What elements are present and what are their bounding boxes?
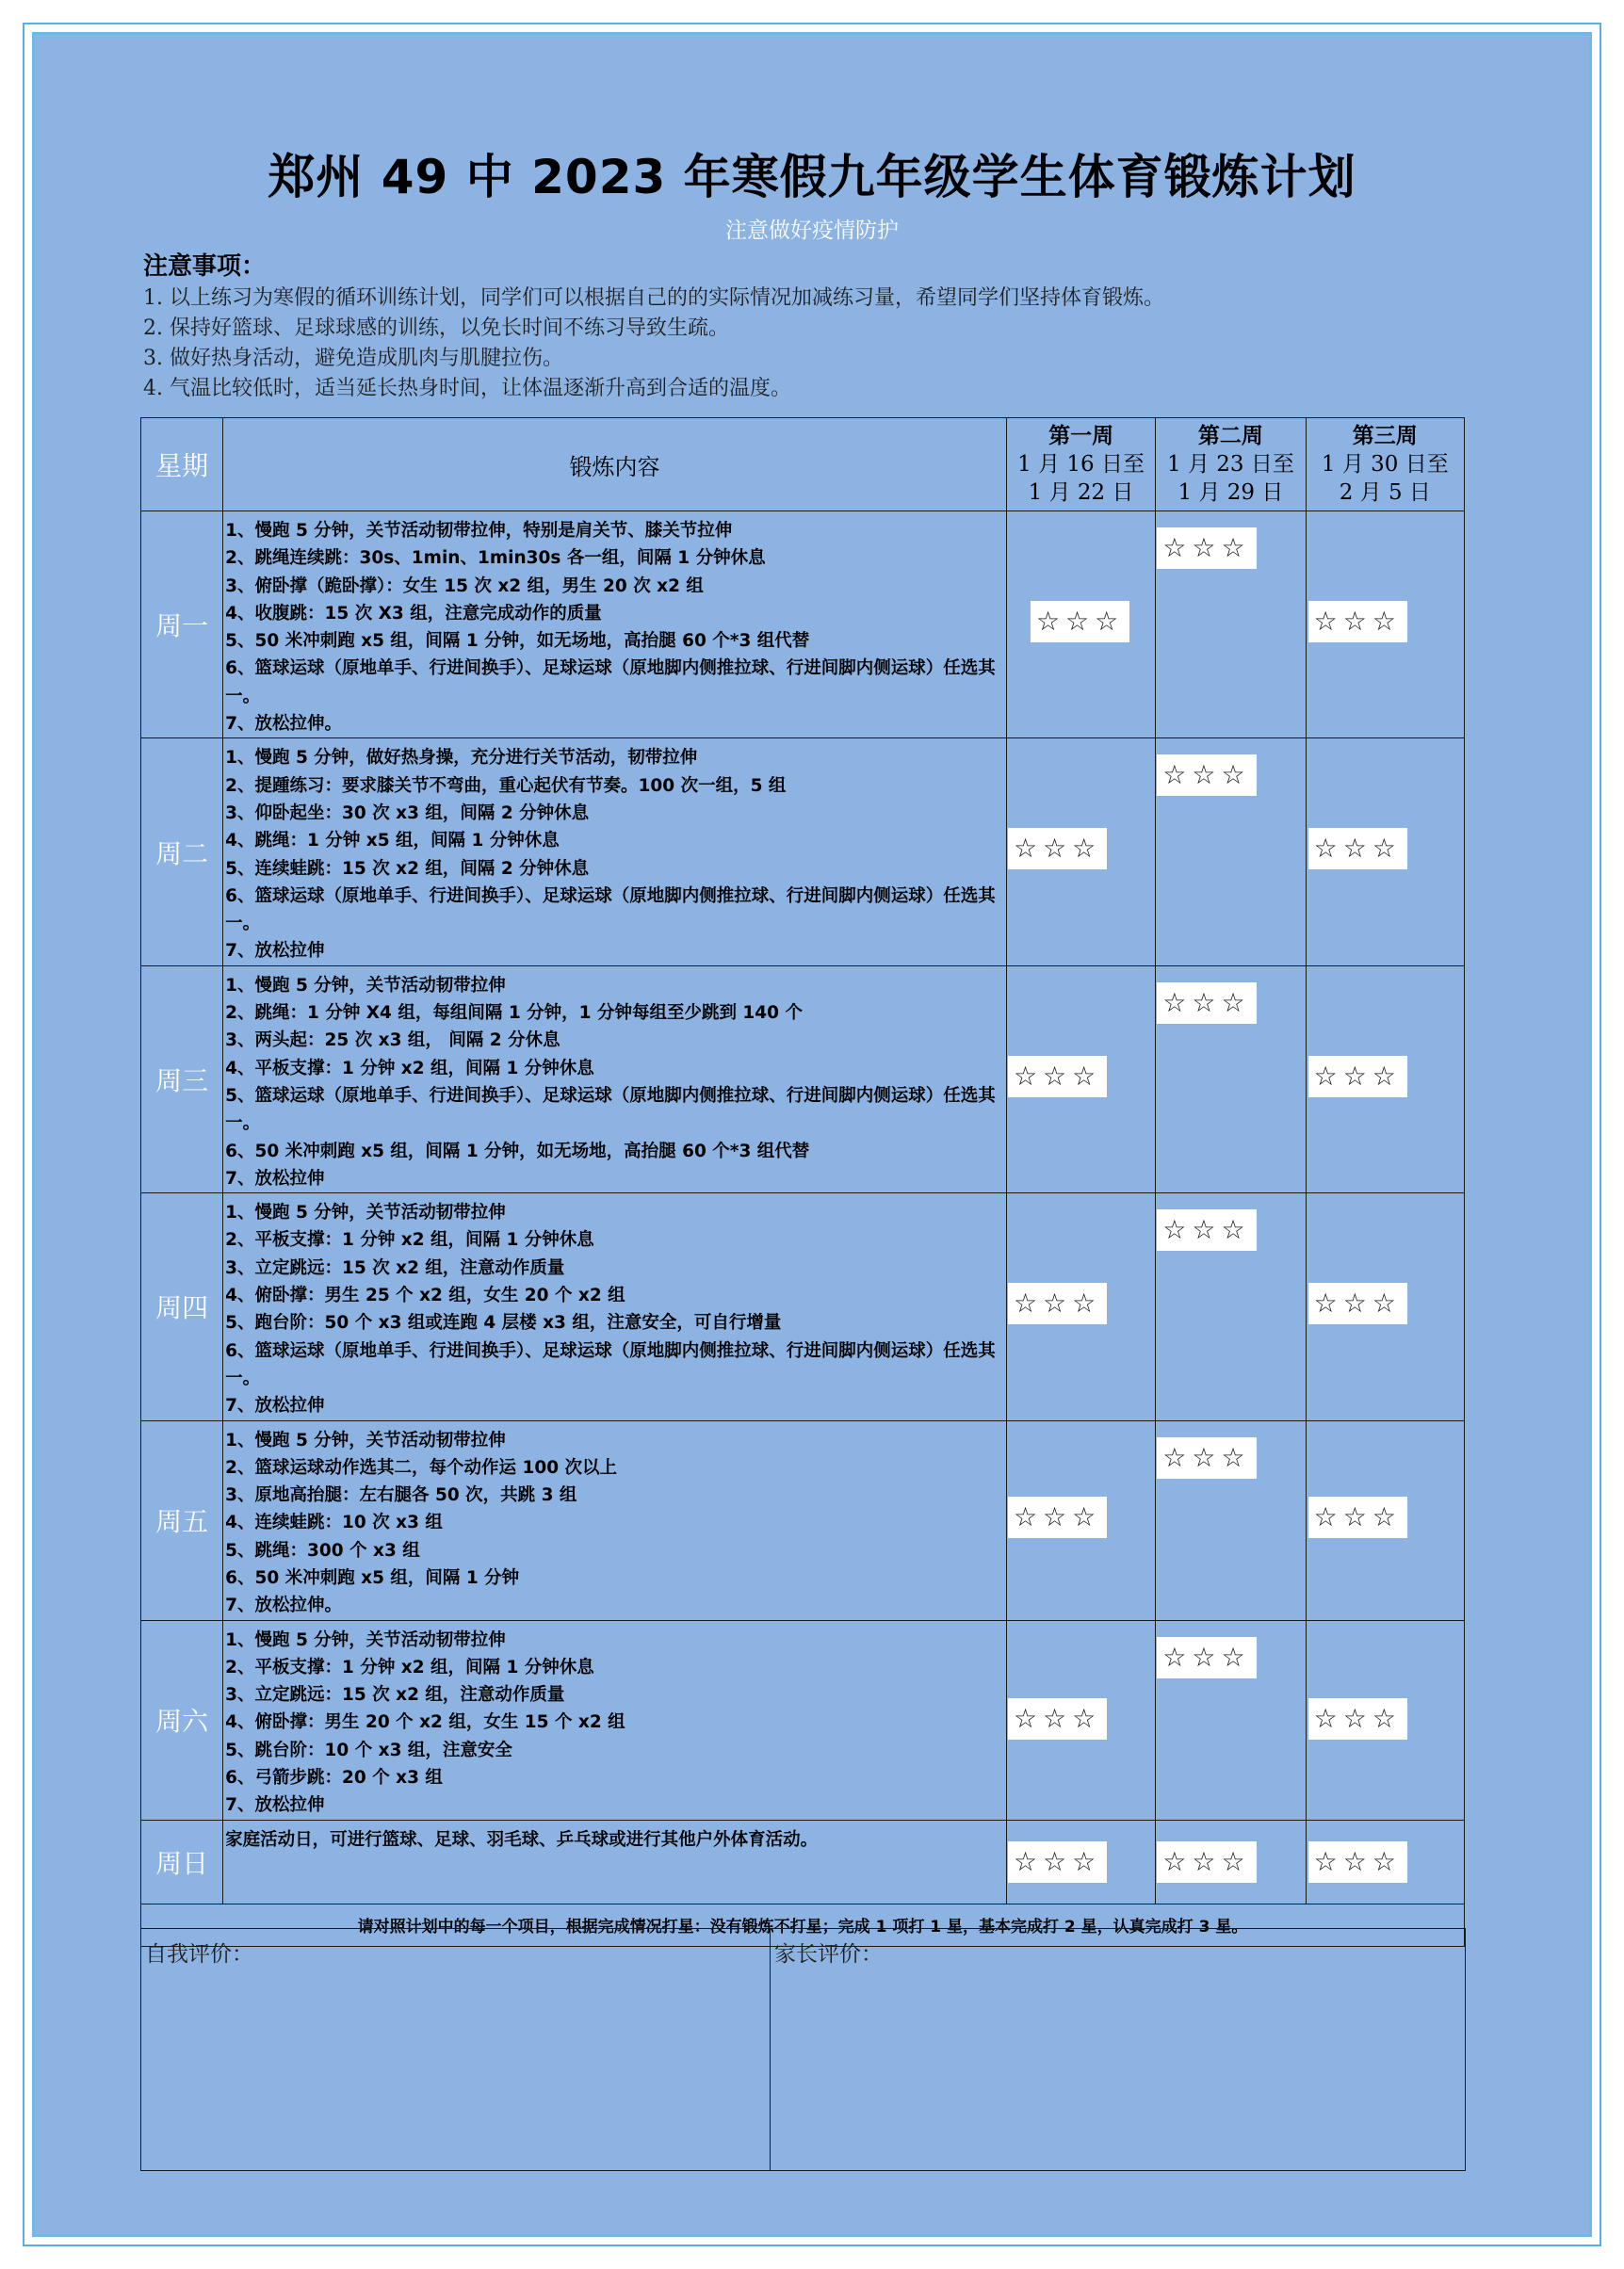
week-range-end: 1 月 29 日 bbox=[1177, 480, 1284, 505]
star-rating[interactable]: ☆☆☆ bbox=[1008, 1698, 1107, 1740]
day-label: 周三 bbox=[141, 965, 223, 1192]
exercise-item: 7、放松拉伸 bbox=[225, 1168, 325, 1189]
exercise-item: 3、仰卧起坐：30 次 x3 组，间隔 2 分钟休息 bbox=[225, 802, 590, 823]
table-row bbox=[141, 1193, 1465, 1420]
week-3-stars-cell bbox=[1306, 1820, 1464, 1904]
exercise-item: 2、提踵练习：要求膝关节不弯曲，重心起伏有节奏。100 次一组，5 组 bbox=[225, 775, 787, 796]
week-name: 第一周 bbox=[1048, 423, 1114, 448]
day-label: 周五 bbox=[141, 1420, 223, 1620]
header-week-1 bbox=[1006, 418, 1155, 511]
exercise-item: 4、连续蛙跳：10 次 x3 组 bbox=[225, 1513, 443, 1533]
exercise-item: 3、立定跳远：15 次 x2 组，注意动作质量 bbox=[225, 1257, 565, 1278]
exercise-item: 7、放松拉伸。 bbox=[225, 714, 343, 735]
exercise-item: 5、跑台阶：50 个 x3 组或连跑 4 层楼 x3 组，注意安全，可自行增量 bbox=[225, 1313, 782, 1334]
star-rating[interactable]: ☆☆☆ bbox=[1008, 1497, 1107, 1538]
day-label: 周日 bbox=[141, 1820, 223, 1904]
exercise-item: 4、跳绳：1 分钟 x5 组，间隔 1 分钟休息 bbox=[225, 831, 560, 851]
exercise-content bbox=[223, 738, 1007, 965]
day-label: 周六 bbox=[141, 1620, 223, 1820]
table-row bbox=[141, 511, 1465, 738]
week-2-stars-cell bbox=[1156, 965, 1306, 1192]
star-rating[interactable]: ☆☆☆ bbox=[1008, 1841, 1107, 1883]
star-rating[interactable]: ☆☆☆ bbox=[1157, 1637, 1256, 1678]
week-range-end: 2 月 5 日 bbox=[1339, 480, 1431, 505]
star-rating[interactable]: ☆☆☆ bbox=[1308, 1056, 1407, 1097]
star-rating[interactable]: ☆☆☆ bbox=[1157, 1209, 1256, 1251]
self-evaluation-field[interactable] bbox=[141, 1929, 771, 2171]
star-rating[interactable]: ☆☆☆ bbox=[1157, 527, 1256, 569]
star-rating[interactable]: ☆☆☆ bbox=[1308, 1698, 1407, 1740]
exercise-item: 6、50 米冲刺跑 x5 组，间隔 1 分钟 bbox=[225, 1567, 520, 1588]
exercise-item: 4、俯卧撑：男生 20 个 x2 组，女生 15 个 x2 组 bbox=[225, 1712, 625, 1733]
week-1-stars-cell bbox=[1006, 1620, 1155, 1820]
week-range-end: 1 月 22 日 bbox=[1028, 480, 1134, 505]
exercise-item: 6、弓箭步跳：20 个 x3 组 bbox=[225, 1768, 443, 1789]
exercise-item: 1、慢跑 5 分钟，关节活动韧带拉伸 bbox=[225, 1629, 506, 1650]
exercise-item: 2、篮球运球动作选其二，每个动作运 100 次以上 bbox=[225, 1457, 618, 1478]
page-subtitle: 注意做好疫情防护 bbox=[725, 219, 899, 243]
week-3-stars-cell bbox=[1306, 1620, 1464, 1820]
star-rating[interactable]: ☆☆☆ bbox=[1008, 1283, 1107, 1324]
week-1-stars-cell bbox=[1006, 965, 1155, 1192]
exercise-item: 6、篮球运球（原地单手、行进间换手）、足球运球（原地脚内侧推拉球、行进间脚内侧运球）任选其一。 bbox=[225, 1340, 996, 1388]
week-3-stars-cell bbox=[1306, 738, 1464, 965]
exercise-content bbox=[223, 1420, 1007, 1620]
star-rating[interactable]: ☆☆☆ bbox=[1308, 828, 1407, 869]
note-item: 1. 以上练习为寒假的循环训练计划，同学们可以根据自己的的实际情况加减练习量，希望同学们坚持体育锻炼。 bbox=[143, 286, 1164, 310]
header-week-3 bbox=[1306, 418, 1464, 511]
exercise-item: 7、放松拉伸。 bbox=[225, 1596, 343, 1616]
exercise-content bbox=[223, 1193, 1007, 1420]
exercise-item: 5、篮球运球（原地单手、行进间换手）、足球运球（原地脚内侧推拉球、行进间脚内侧运球）任选其一。 bbox=[225, 1085, 996, 1134]
table-row bbox=[141, 1620, 1465, 1820]
exercise-item: 1、慢跑 5 分钟，关节活动韧带拉伸 bbox=[225, 1203, 506, 1224]
star-rating[interactable]: ☆☆☆ bbox=[1308, 1283, 1407, 1324]
header-content: 锻炼内容 bbox=[223, 418, 1007, 511]
exercise-item: 3、原地高抬腿：左右腿各 50 次，共跳 3 组 bbox=[225, 1485, 577, 1506]
exercise-content bbox=[223, 511, 1007, 738]
week-2-stars-cell bbox=[1156, 1420, 1306, 1620]
star-rating[interactable]: ☆☆☆ bbox=[1308, 1841, 1407, 1883]
week-2-stars-cell bbox=[1156, 1193, 1306, 1420]
note-item: 2. 保持好篮球、足球球感的训练，以免长时间不练习导致生疏。 bbox=[143, 316, 729, 340]
self-evaluation-label: 自我评价： bbox=[145, 1942, 253, 1967]
table-row bbox=[141, 965, 1465, 1192]
exercise-item: 2、跳绳连续跳：30s、1min、1min30s 各一组，间隔 1 分钟休息 bbox=[225, 548, 766, 569]
exercise-item: 1、慢跑 5 分钟，关节活动韧带拉伸 bbox=[225, 1430, 506, 1451]
star-rating[interactable]: ☆☆☆ bbox=[1008, 828, 1107, 869]
exercise-item: 7、放松拉伸 bbox=[225, 1795, 325, 1816]
exercise-content bbox=[223, 1620, 1007, 1820]
week-3-stars-cell bbox=[1306, 511, 1464, 738]
star-rating[interactable]: ☆☆☆ bbox=[1308, 601, 1407, 642]
week-range-start: 1 月 23 日至 bbox=[1167, 452, 1294, 477]
note-item: 4. 气温比较低时，适当延长热身时间，让体温逐渐升高到合适的温度。 bbox=[143, 377, 791, 400]
week-1-stars-cell bbox=[1006, 1820, 1155, 1904]
star-rating[interactable]: ☆☆☆ bbox=[1308, 1497, 1407, 1538]
week-2-stars-cell bbox=[1156, 1620, 1306, 1820]
exercise-content bbox=[223, 965, 1007, 1192]
table-row bbox=[141, 1420, 1465, 1620]
exercise-plan-table bbox=[140, 417, 1465, 1947]
exercise-item: 4、平板支撑：1 分钟 x2 组，间隔 1 分钟休息 bbox=[225, 1058, 594, 1078]
week-1-stars-cell bbox=[1006, 1193, 1155, 1420]
day-label: 周一 bbox=[141, 511, 223, 738]
page-title: 郑州 49 中 2023 年寒假九年级学生体育锻炼计划 bbox=[268, 150, 1356, 204]
exercise-item: 5、50 米冲刺跑 x5 组，间隔 1 分钟，如无场地，高抬腿 60 个*3 组代替 bbox=[225, 631, 810, 652]
day-label: 周二 bbox=[141, 738, 223, 965]
exercise-item: 4、收腹跳：15 次 X3 组，注意完成动作的质量 bbox=[225, 603, 602, 624]
exercise-item: 2、平板支撑：1 分钟 x2 组，间隔 1 分钟休息 bbox=[225, 1657, 594, 1677]
week-range-start: 1 月 30 日至 bbox=[1321, 452, 1449, 477]
exercise-item: 1、慢跑 5 分钟，做好热身操，充分进行关节活动，韧带拉伸 bbox=[225, 748, 698, 769]
evaluation-table bbox=[140, 1928, 1466, 2171]
parent-evaluation-label: 家长评价： bbox=[774, 1942, 883, 1967]
week-3-stars-cell bbox=[1306, 1420, 1464, 1620]
header-day: 星期 bbox=[141, 418, 223, 511]
table-row bbox=[141, 738, 1465, 965]
rating-instruction: 请对照计划中的每一个项目，根据完成情况打星：没有锻炼不打星；完成 1 项打 1 星，基本完成打 2 星，认真完成打 3 星。 bbox=[141, 1904, 1465, 1946]
exercise-item: 3、立定跳远：15 次 x2 组，注意动作质量 bbox=[225, 1685, 565, 1706]
exercise-item: 5、跳台阶：10 个 x3 组，注意安全 bbox=[225, 1740, 512, 1760]
note-item: 3. 做好热身活动，避免造成肌肉与肌腱拉伤。 bbox=[143, 347, 563, 370]
exercise-item: 5、跳绳：300 个 x3 组 bbox=[225, 1540, 420, 1561]
table-row bbox=[141, 1820, 1465, 1904]
exercise-item: 7、放松拉伸 bbox=[225, 941, 325, 962]
week-range-start: 1 月 16 日至 bbox=[1017, 452, 1145, 477]
week-3-stars-cell bbox=[1306, 965, 1464, 1192]
exercise-item: 7、放松拉伸 bbox=[225, 1396, 325, 1417]
star-rating[interactable]: ☆☆☆ bbox=[1157, 1437, 1256, 1479]
week-name: 第三周 bbox=[1352, 423, 1418, 448]
notes-section bbox=[143, 250, 1509, 404]
table-header-row bbox=[141, 418, 1465, 511]
week-2-stars-cell bbox=[1156, 738, 1306, 965]
star-rating[interactable]: ☆☆☆ bbox=[1157, 982, 1256, 1024]
exercise-item: 6、篮球运球（原地单手、行进间换手）、足球运球（原地脚内侧推拉球、行进间脚内侧运球）任选其一。 bbox=[225, 885, 996, 934]
exercise-item: 家庭活动日，可进行篮球、足球、羽毛球、乒乓球或进行其他户外体育活动。 bbox=[225, 1829, 819, 1850]
exercise-item: 4、俯卧撑：男生 25 个 x2 组，女生 20 个 x2 组 bbox=[225, 1286, 625, 1306]
week-2-stars-cell bbox=[1156, 1820, 1306, 1904]
exercise-content bbox=[223, 1820, 1007, 1904]
exercise-item: 3、俯卧撑（跪卧撑）：女生 15 次 x2 组，男生 20 次 x2 组 bbox=[225, 575, 704, 596]
week-1-stars-cell bbox=[1006, 1420, 1155, 1620]
week-2-stars-cell bbox=[1156, 511, 1306, 738]
week-1-stars-cell bbox=[1006, 511, 1155, 738]
week-1-stars-cell bbox=[1006, 738, 1155, 965]
exercise-item: 2、跳绳：1 分钟 X4 组，每组间隔 1 分钟，1 分钟每组至少跳到 140 个 bbox=[225, 1003, 803, 1024]
header-week-2 bbox=[1156, 418, 1306, 511]
exercise-item: 6、篮球运球（原地单手、行进间换手）、足球运球（原地脚内侧推拉球、行进间脚内侧运球）任选其一。 bbox=[225, 658, 996, 706]
week-3-stars-cell bbox=[1306, 1193, 1464, 1420]
exercise-item: 5、连续蛙跳：15 次 x2 组，间隔 2 分钟休息 bbox=[225, 858, 590, 879]
exercise-item: 2、平板支撑：1 分钟 x2 组，间隔 1 分钟休息 bbox=[225, 1230, 594, 1251]
exercise-item: 1、慢跑 5 分钟，关节活动韧带拉伸，特别是肩关节、膝关节拉伸 bbox=[225, 521, 733, 541]
star-rating[interactable]: ☆☆☆ bbox=[1008, 1056, 1107, 1097]
parent-evaluation-field[interactable] bbox=[771, 1929, 1466, 2171]
star-rating[interactable]: ☆☆☆ bbox=[1031, 601, 1129, 642]
week-name: 第二周 bbox=[1197, 423, 1263, 448]
exercise-item: 6、50 米冲刺跑 x5 组，间隔 1 分钟，如无场地，高抬腿 60 个*3 组代替 bbox=[225, 1141, 810, 1161]
notes-heading: 注意事项： bbox=[143, 252, 267, 281]
star-rating[interactable]: ☆☆☆ bbox=[1157, 1841, 1256, 1883]
exercise-item: 3、两头起：25 次 x3 组， 间隔 2 分休息 bbox=[225, 1030, 560, 1051]
exercise-item: 1、慢跑 5 分钟，关节活动韧带拉伸 bbox=[225, 975, 506, 996]
star-rating[interactable]: ☆☆☆ bbox=[1157, 754, 1256, 796]
day-label: 周四 bbox=[141, 1193, 223, 1420]
